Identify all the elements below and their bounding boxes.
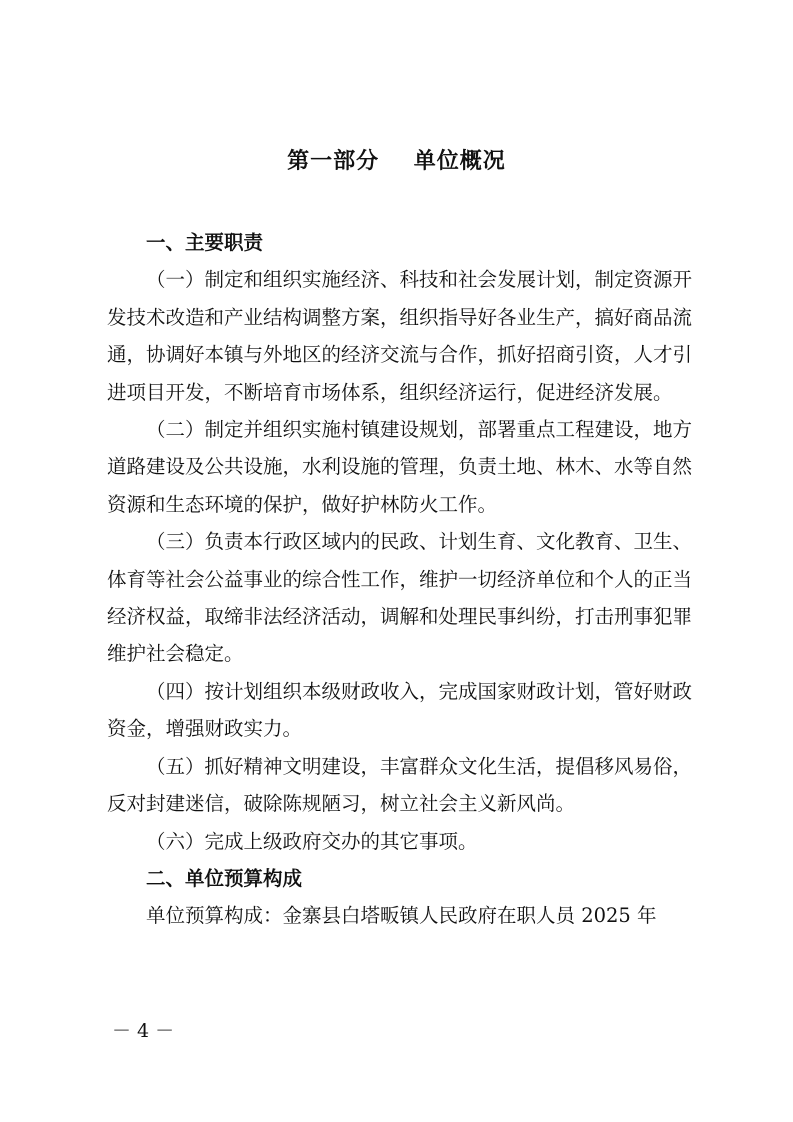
page-number: － 4 －: [112, 1020, 175, 1042]
section-heading-budget-composition: 二、单位预算构成: [146, 866, 303, 890]
budget-composition-text: 单位预算构成：金寨县白塔畈镇人民政府在职人员 2025 年: [146, 904, 657, 928]
duty-paragraph-2: （二）制定并组织实施村镇建设规划，部署重点工程建设，地方道路建设及公共设施，水利设施的管理，负责土地、林木、水等自然资源和生态环境的保护，做好护林防火工作。: [107, 418, 693, 516]
document-body: [107, 224, 692, 935]
page-title: 第一部分 单位概况: [287, 149, 506, 174]
duty-paragraph-4: （四）按计划组织本级财政收入，完成国家财政计划，管好财政资金，增强财政实力。: [107, 679, 693, 741]
section-heading-main-duties: 一、主要职责: [146, 231, 264, 254]
duty-paragraph-1: （一）制定和组织实施经济、科技和社会发展计划，制定资源开发技术改造和产业结构调整方案，组织指导好各业生产，搞好商品流通，协调好本镇与外地区的经济交流与合作，抓好招商引资，人才引进项目开发，不断培育市场体系，组织经济运行，促进经济发展。: [107, 268, 693, 404]
duty-paragraph-5: （五）抓好精神文明建设，丰富群众文化生活，提倡移风易俗，反对封建迷信，破除陈规陋习，树立社会主义新风尚。: [107, 754, 693, 816]
duty-paragraph-3: （三）负责本行政区域内的民政、计划生育、文化教育、卫生、体育等社会公益事业的综合性工作，维护一切经济单位和个人的正当经济权益，取缔非法经济活动，调解和处理民事纠纷，打击刑事犯罪维护社会稳定。: [107, 530, 693, 666]
duty-paragraph-6: （六）完成上级政府交办的其它事项。: [146, 829, 478, 853]
